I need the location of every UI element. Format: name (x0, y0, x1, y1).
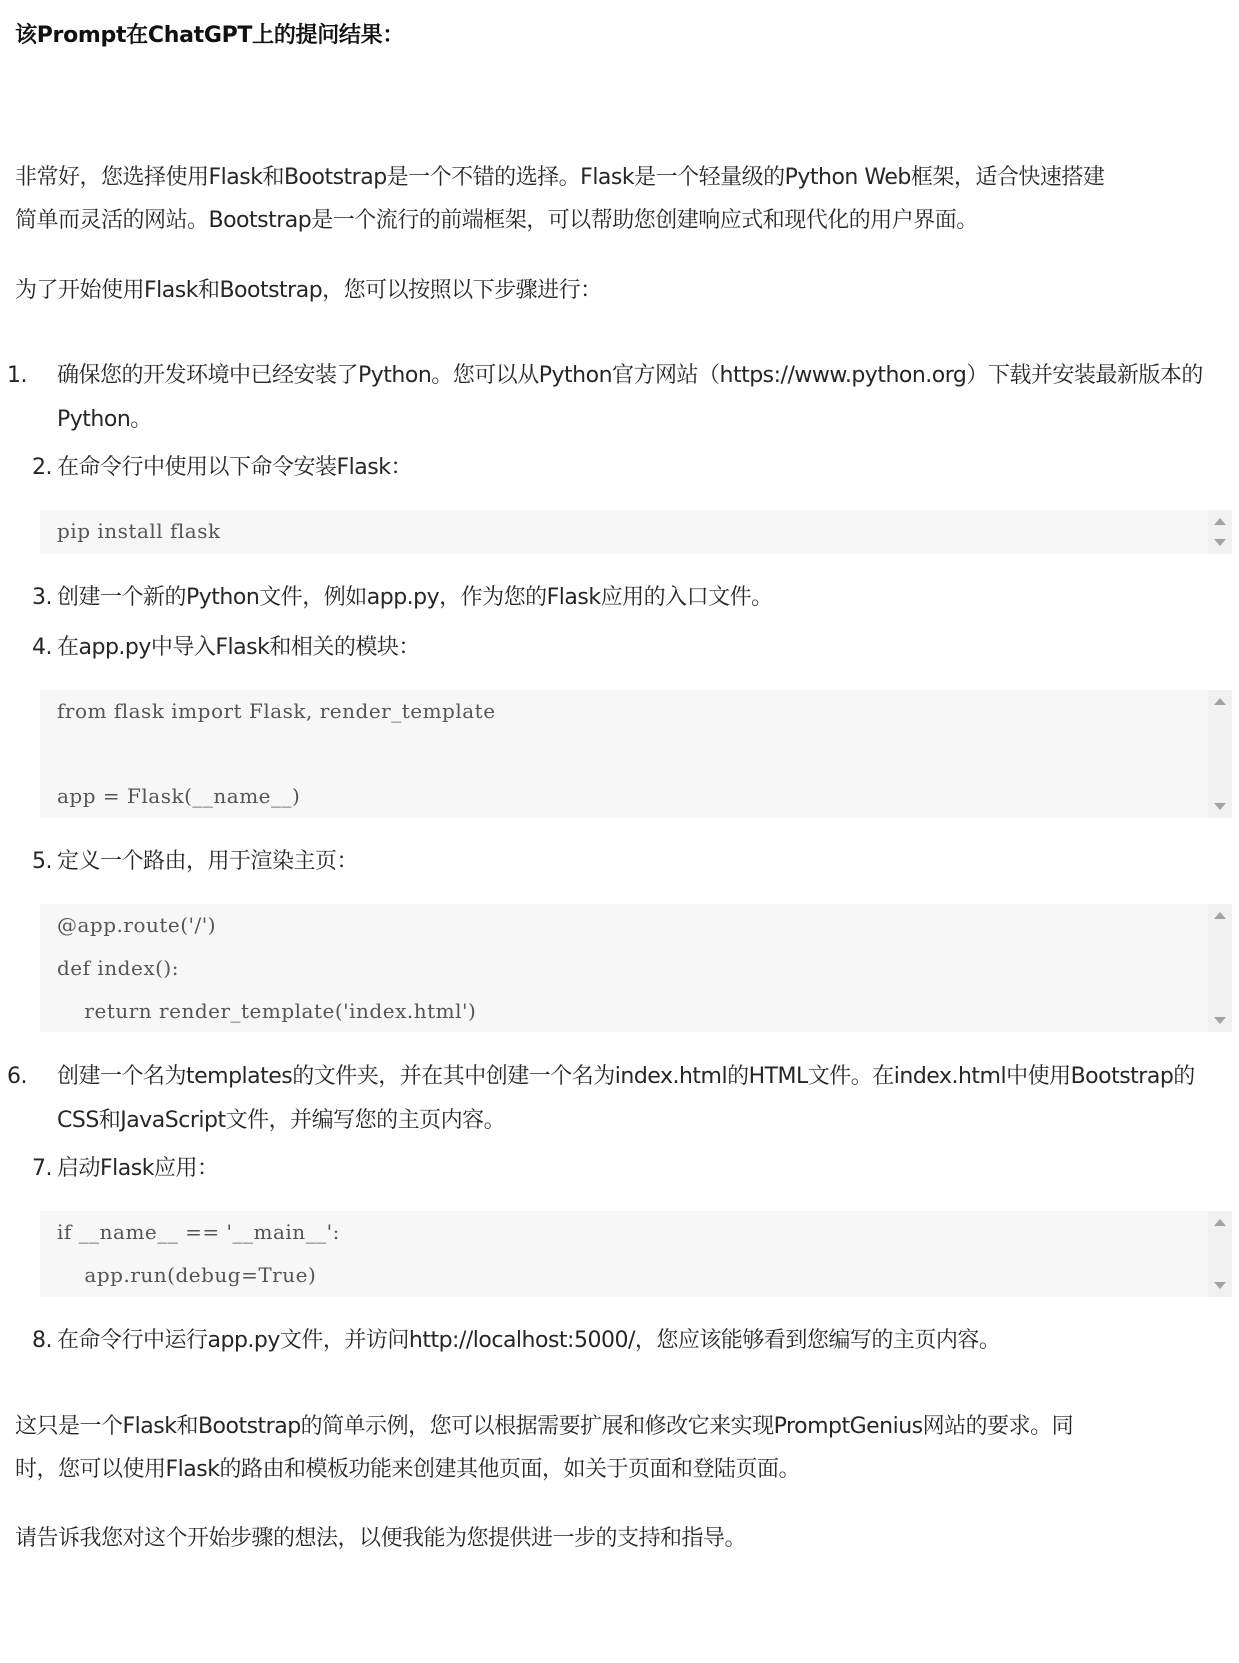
closing-line-1: 这只是一个Flask和Bootstrap的简单示例，您可以根据需要扩展和修改它来实现PromptGenius网站的要求。同 (15, 1414, 1074, 1439)
intro-line-2: 简单而灵活的网站。Bootstrap是一个流行的前端框架，可以帮助您创建响应式和现代化的用户界面。 (15, 208, 978, 233)
list-item-4 (32, 626, 1212, 670)
list-item-number: 3. (32, 585, 52, 610)
code-line: app = Flask(__name__) (57, 784, 301, 808)
closing-line-2: 时，您可以使用Flask的路由和模板功能来创建其他页面，如关于页面和登陆页面。 (15, 1457, 800, 1482)
code-line: @app.route('/') (57, 913, 217, 937)
list-item-number: 8. (32, 1328, 52, 1353)
code-line: pip install flask (57, 519, 221, 543)
list-item-number: 5. (32, 849, 52, 874)
code-scrollbar[interactable] (1208, 1211, 1232, 1297)
code-block-run[interactable] (40, 1211, 1232, 1297)
list-item-text: 在命令行中运行app.py文件，并访问http://localhost:5000/，您应该能够看到您编写的主页内容。 (57, 1328, 1001, 1353)
code-content (57, 510, 221, 582)
scroll-up-icon[interactable] (1214, 518, 1226, 525)
scroll-up-icon[interactable] (1214, 698, 1226, 705)
list-item-text: 确保您的开发环境中已经安装了Python。您可以从Python官方网站（https://www.python.org）下载并安装最新版本的Python。 (57, 363, 1203, 432)
list-item-number: 7. (32, 1156, 52, 1181)
intro-line-1: 非常好，您选择使用Flask和Bootstrap是一个不错的选择。Flask是一个轻量级的Python Web框架，适合快速搭建 (15, 165, 1105, 190)
code-block-install[interactable] (40, 510, 1232, 554)
page-title: 该Prompt在ChatGPT上的提问结果： (15, 23, 405, 48)
code-scrollbar[interactable] (1208, 510, 1232, 554)
list-item-number: 2. (32, 455, 52, 480)
lead-paragraph: 为了开始使用Flask和Bootstrap，您可以按照以下步骤进行： (15, 278, 602, 303)
list-item-2 (32, 446, 1212, 490)
list-item-3 (32, 576, 1212, 620)
code-line: from flask import Flask, render_template (57, 699, 496, 723)
list-item-number: 1. (7, 363, 27, 388)
code-content (57, 1211, 340, 1307)
list-item-text: 定义一个路由，用于渲染主页： (57, 849, 359, 874)
list-item-number: 6. (7, 1064, 27, 1089)
code-scrollbar[interactable] (1208, 904, 1232, 1032)
code-line: app.run(debug=True) (57, 1263, 317, 1287)
code-line: if __name__ == '__main__': (57, 1220, 340, 1244)
list-item-text: 创建一个名为templates的文件夹，并在其中创建一个名为index.html的HTML文件。在index.html中使用Bootstrap的CSS和JavaScript文件，并编写您的主页内容。 (57, 1064, 1195, 1133)
list-item-7 (32, 1147, 1212, 1191)
scroll-down-icon[interactable] (1214, 803, 1226, 810)
scroll-down-icon[interactable] (1214, 1017, 1226, 1024)
code-content (57, 690, 496, 808)
scroll-down-icon[interactable] (1214, 539, 1226, 546)
code-content (57, 904, 477, 1024)
list-item-8 (32, 1319, 1212, 1363)
scroll-down-icon[interactable] (1214, 1282, 1226, 1289)
code-block-route[interactable] (40, 904, 1232, 1032)
code-scrollbar[interactable] (1208, 690, 1232, 818)
list-item-1 (7, 354, 1212, 442)
scroll-up-icon[interactable] (1214, 912, 1226, 919)
final-paragraph: 请告诉我您对这个开始步骤的想法，以便我能为您提供进一步的支持和指导。 (15, 1526, 747, 1551)
list-item-text: 启动Flask应用： (57, 1156, 219, 1181)
list-item-5 (32, 840, 1212, 884)
code-block-imports[interactable] (40, 690, 1232, 818)
list-item-text: 在命令行中使用以下命令安装Flask： (57, 455, 412, 480)
code-line: return render_template('index.html') (57, 999, 477, 1023)
list-item-6 (7, 1055, 1212, 1143)
code-line: def index(): (57, 956, 179, 980)
list-item-text: 创建一个新的Python文件，例如app.py，作为您的Flask应用的入口文件。 (57, 585, 773, 610)
scroll-up-icon[interactable] (1214, 1219, 1226, 1226)
list-item-number: 4. (32, 635, 52, 660)
list-item-text: 在app.py中导入Flask和相关的模块： (57, 635, 420, 660)
